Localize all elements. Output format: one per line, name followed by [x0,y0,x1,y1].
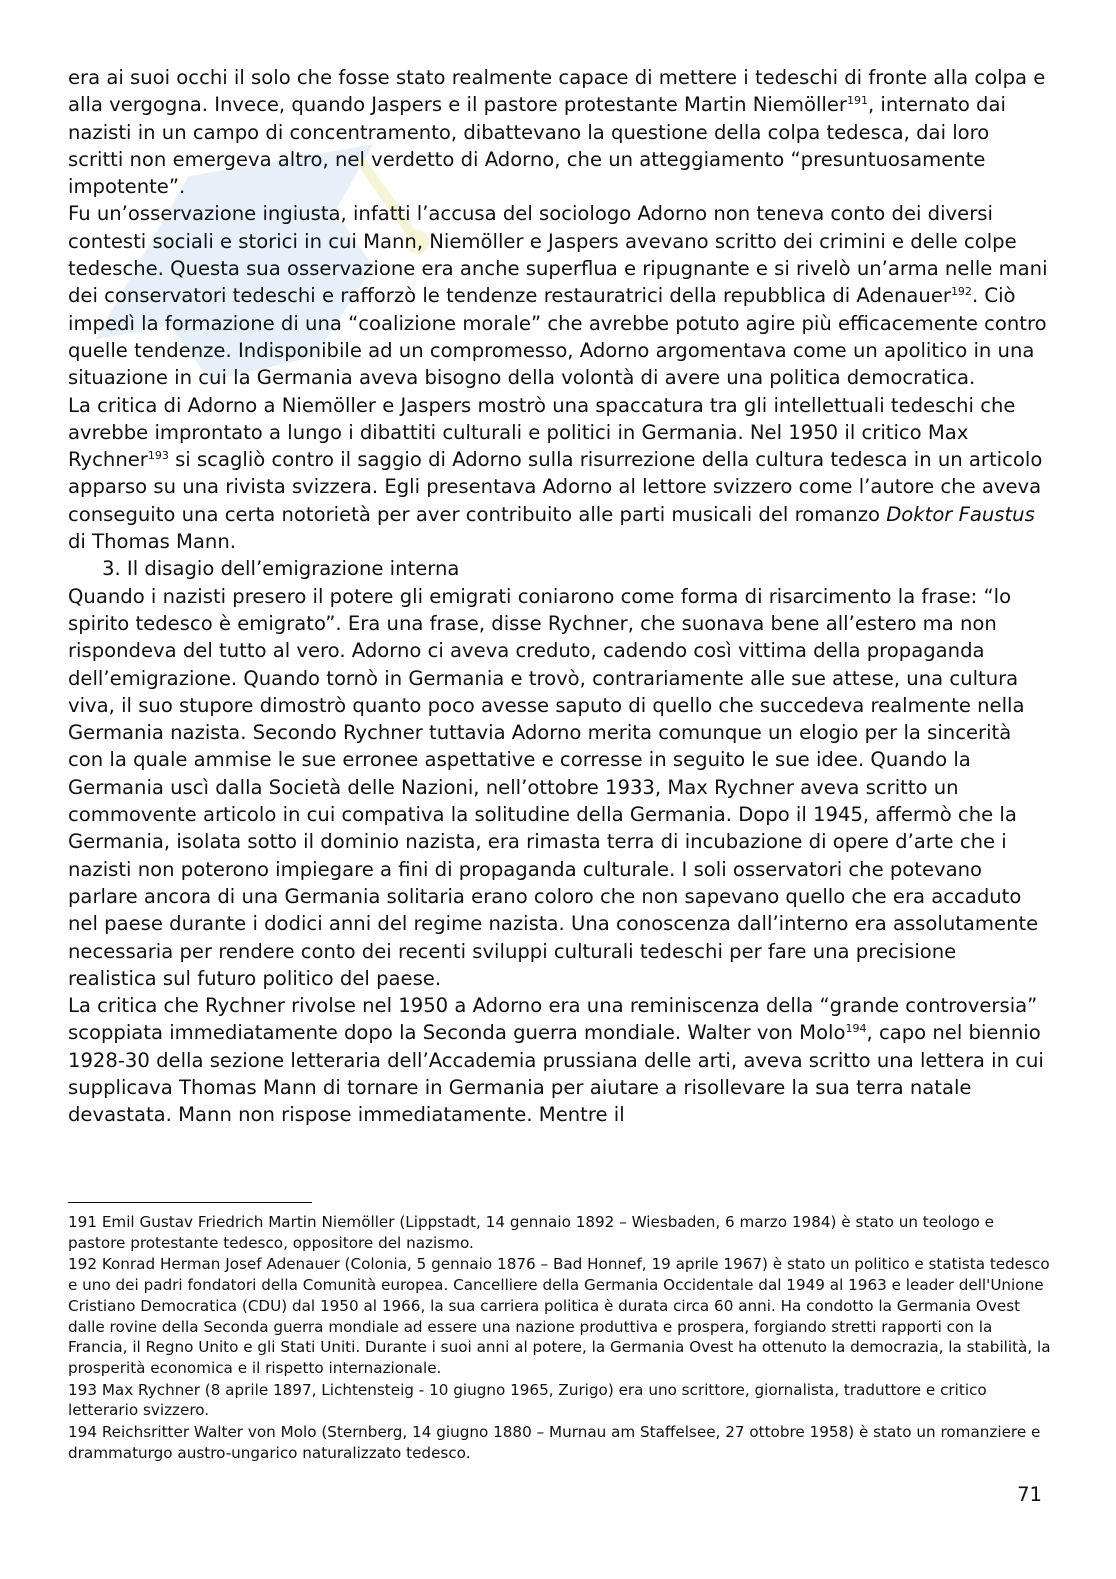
paragraph: era ai suoi occhi il solo che fosse stato realmente capace di mettere i tedeschi di fronte alla colpa e alla vergogna. Invece, quando Jaspers e il pastore protestante Martin Niemöller$^{191}$, internato dai nazisti in un campo di concentramento, dibattevano la questione della colpa tedesca, dai loro scritti non emergeva altro, nel verdetto di Adorno, che un atteggiamento “presuntuosamente impotente”. [68,66,1046,199]
footnote-ref[interactable]: 191 [846,94,868,108]
footnote-ref[interactable]: 194 [845,1022,867,1036]
paragraph: La critica di Adorno a Niemöller e Jaspers mostrò una spaccatura tra gli intellettuali tedeschi che avrebbe improntato a lungo i dibattiti culturali e politici in Germania. Nel 1950 il critico Max Rychner$^{193}$ si scagliò contro il saggio di Adorno sulla risurrezione della cultura tedesca in un articolo apparso su una rivista svizzera. Egli presentava Adorno al lettore svizzero come l’autore che aveva conseguito una certa notorietà per aver contribuito alle parti musicali del romanzo Doktor Faustus di Thomas Mann. [68,393,1043,554]
section-heading: 3. Il disagio dell’emigrazione interna [102,557,460,581]
footnote: 192 Konrad Herman Josef Adenauer (Colonia, 5 gennaio 1876 – Bad Honnef, 19 aprile 1967) è stato un politico e statista tedesco e uno dei padri fondatori della Comunità europea. Cancelliere della Germania Occidentale dal 1949 al 1963 e leader dell'Unione Cristiano Democratica (CDU) dal 1950 al 1966, la sua carriera politica è durata circa 60 anni. Ha condotto la Germania Ovest dalle rovine della Seconda guerra mondiale ad essere una nazione produttiva e prospera, forgiando stretti rapporti con la Francia, il Regno Unito e gli Stati Uniti. Durante i suoi anni al potere, la Germania Ovest ha ottenuto la democrazia, la stabilità, la prosperità economica e il rispetto internazionale. [68,1255,1051,1377]
footnote: 194 Reichsritter Walter von Molo (Sternberg, 14 giugno 1880 – Murnau am Staffelsee, 27 ottobre 1958) è stato un romanziere e drammaturgo austro-ungarico naturalizzato tedesco. [68,1423,1041,1462]
page-number: 71 [1017,1483,1042,1506]
footnote: 193 Max Rychner (8 aprile 1897, Lichtensteig - 10 giugno 1965, Zurigo) era uno scrittore, giornalista, traduttore e critico letterario svizzero. [68,1380,987,1420]
book-title: Doktor Faustus [886,502,1035,526]
footnote-ref[interactable]: 193 [147,449,169,463]
paragraph: Quando i nazisti presero il potere gli emigrati coniarono come forma di risarcimento la frase: “lo spirito tedesco è emigrato”. Era una frase, disse Rychner, che suonava bene all’estero ma non rispondeva del tutto al vero. Adorno ci aveva creduto, cadendo così vittima della propaganda dell’emigrazione. Quando tornò in Germania e trovò, contrariamente alle sue attese, una cultura viva, il suo stupore dimostrò quanto poco avesse saputo di quello che succedeva realmente nella Germania nazista. Secondo Rychner tuttavia Adorno merita comunque un elogio per la sincerità con la quale ammise le sue erronee aspettative e corresse in seguito le sue idee. Quando la Germania uscì dalla Società delle Nazioni, nell’ottobre 1933, Max Rychner aveva scritto un commovente articolo in cui compativa la solitudine della Germania. Dopo il 1945, affermò che la Germania, isolata sotto il dominio nazista, era rimasta terra di incubazione di opere d’arte che i nazisti non poterono impiegare a fini di propaganda culturale. I soli osservatori che potevano parlare ancora di una Germania solitaria erano coloro che non sapevano quello che era accaduto nel paese durante i dodici anni del regime nazista. Una conoscenza dall’interno era assolutamente necessaria per rendere conto dei recenti sviluppi culturali tedeschi per fare una precisione realistica sul futuro politico del paese. [68,584,1039,990]
footnote-divider [68,1202,312,1203]
paragraph: Fu un’osservazione ingiusta, infatti l’accusa del sociologo Adorno non teneva conto dei diversi contesti sociali e storici in cui Mann, Niemöller e Jaspers avevano scritto dei crimini e delle colpe tedesche. Questa sua osservazione era anche superflua e ripugnante e si rivelò un’arma nelle mani dei conservatori tedeschi e rafforzò le tendenze restauratrici della repubblica di Adenauer$^{192}$. Ciò impedì la formazione di una “coalizione morale” che avrebbe potuto agire più efficacemente contro quelle tendenze. Indisponibile ad un compromesso, Adorno argomentava come un apolitico in una situazione in cui la Germania aveva bisogno della volontà di avere una politica democratica. [68,202,1048,390]
footnotes [68,1212,1053,1464]
footnote-ref[interactable]: 192 [950,285,972,299]
footnote: 191 Emil Gustav Friedrich Martin Niemöller (Lippstadt, 14 gennaio 1892 – Wiesbaden, 6 marzo 1984) è stato un teologo e pastore protestante tedesco, oppositore del nazismo. [68,1213,995,1252]
paragraph: La critica che Rychner rivolse nel 1950 a Adorno era una reminiscenza della “grande controversia” scoppiata immediatamente dopo la Seconda guerra mondiale. Walter von Molo$^{194}$, capo nel biennio 1928-30 della sezione letteraria dell’Accademia prussiana delle arti, aveva scritto una lettera in cui supplicava Thomas Mann di tornare in Germania per aiutare a risollevare la sua terra natale devastata. Mann non rispose immediatamente. Mentre il [68,994,1044,1127]
main-text [68,64,1048,1129]
